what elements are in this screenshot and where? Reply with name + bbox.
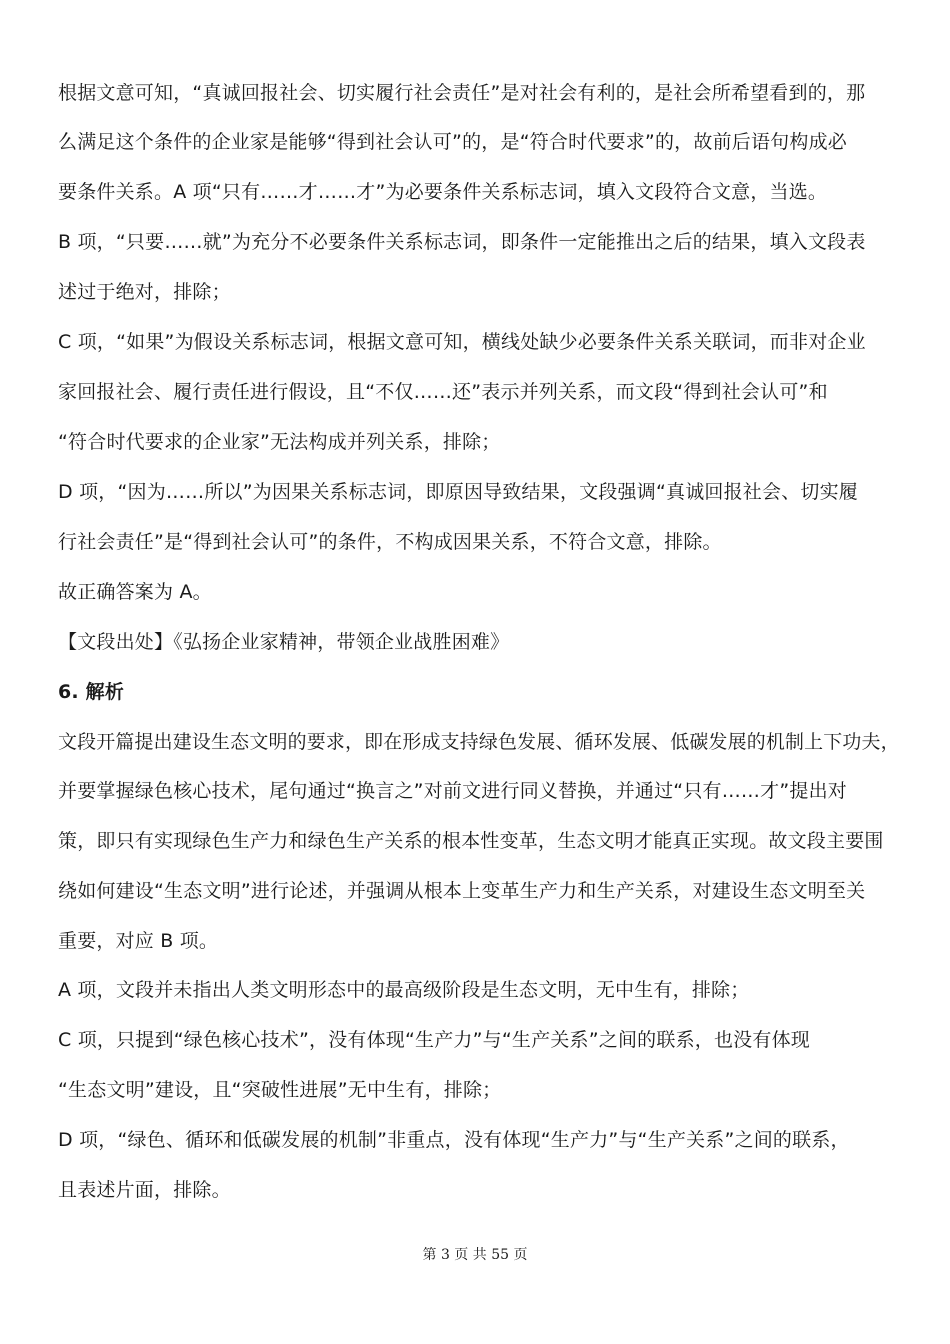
text-line: B 项，“只要……就”为充分不必要条件关系标志词，即条件一定能推出之后的结果，填入文段表: [58, 231, 866, 253]
text-line: 么满足这个条件的企业家是能够“得到社会认可”的，是“符合时代要求”的，故前后语句构成必: [58, 131, 847, 153]
text-line: 并要掌握绿色核心技术，尾句通过“换言之”对前文进行同义替换，并通过“只有……才”提出对: [58, 780, 847, 802]
text-line: 述过于绝对，排除；: [58, 281, 231, 303]
answer-line: 故正确答案为 A。: [58, 581, 212, 603]
text-line: D 项，“绿色、循环和低碳发展的机制”非重点，没有体现“生产力”与“生产关系”之间的联系，: [58, 1129, 850, 1151]
text-line: 家回报社会、履行责任进行假设，且“不仅……还”表示并列关系，而文段“得到社会认可”和: [58, 381, 828, 403]
text-line: A 项，文段并未指出人类文明形态中的最高级阶段是生态文明，无中生有，排除；: [58, 979, 750, 1001]
text-line: C 项，“如果”为假设关系标志词，根据文意可知，横线处缺少必要条件关系关联词，而非对企业: [58, 331, 866, 353]
text-line: C 项，只提到“绿色核心技术”，没有体现“生产力”与“生产关系”之间的联系，也没有体现: [58, 1029, 810, 1051]
text-line: 文段开篇提出建设生态文明的要求，即在形成支持绿色发展、循环发展、低碳发展的机制上下功夫，: [58, 731, 900, 753]
text-line: 策，即只有实现绿色生产力和绿色生产关系的根本性变革，生态文明才能真正实现。故文段主要围: [58, 830, 884, 852]
text-line: 绕如何建设“生态文明”进行论述，并强调从根本上变革生产力和生产关系，对建设生态文明至关: [58, 880, 866, 902]
section-heading: 6. 解析: [58, 681, 125, 703]
text-line: “生态文明”建设，且“突破性进展”无中生有，排除；: [58, 1079, 502, 1101]
text-line: D 项，“因为……所以”为因果关系标志词，即原因导致结果，文段强调“真诚回报社会、切实履: [58, 481, 859, 503]
source-line: 【文段出处】《弘扬企业家精神，带领企业战胜困难》: [58, 631, 510, 653]
text-line: 重要，对应 B 项。: [58, 930, 219, 952]
page-number-footer: 第 3 页 共 55 页: [422, 1247, 528, 1263]
text-line: “符合时代要求的企业家”无法构成并列关系，排除；: [58, 431, 501, 453]
text-line: 行社会责任”是“得到社会认可”的条件，不构成因果关系，不符合文意，排除。: [58, 531, 722, 553]
text-line: 要条件关系。A 项“只有……才……才”为必要条件关系标志词，填入文段符合文意，当选。: [58, 181, 828, 203]
text-line: 且表述片面，排除。: [58, 1179, 231, 1201]
text-line: 根据文意可知，“真诚回报社会、切实履行社会责任”是对社会有利的，是社会所希望看到的，那: [58, 82, 866, 104]
